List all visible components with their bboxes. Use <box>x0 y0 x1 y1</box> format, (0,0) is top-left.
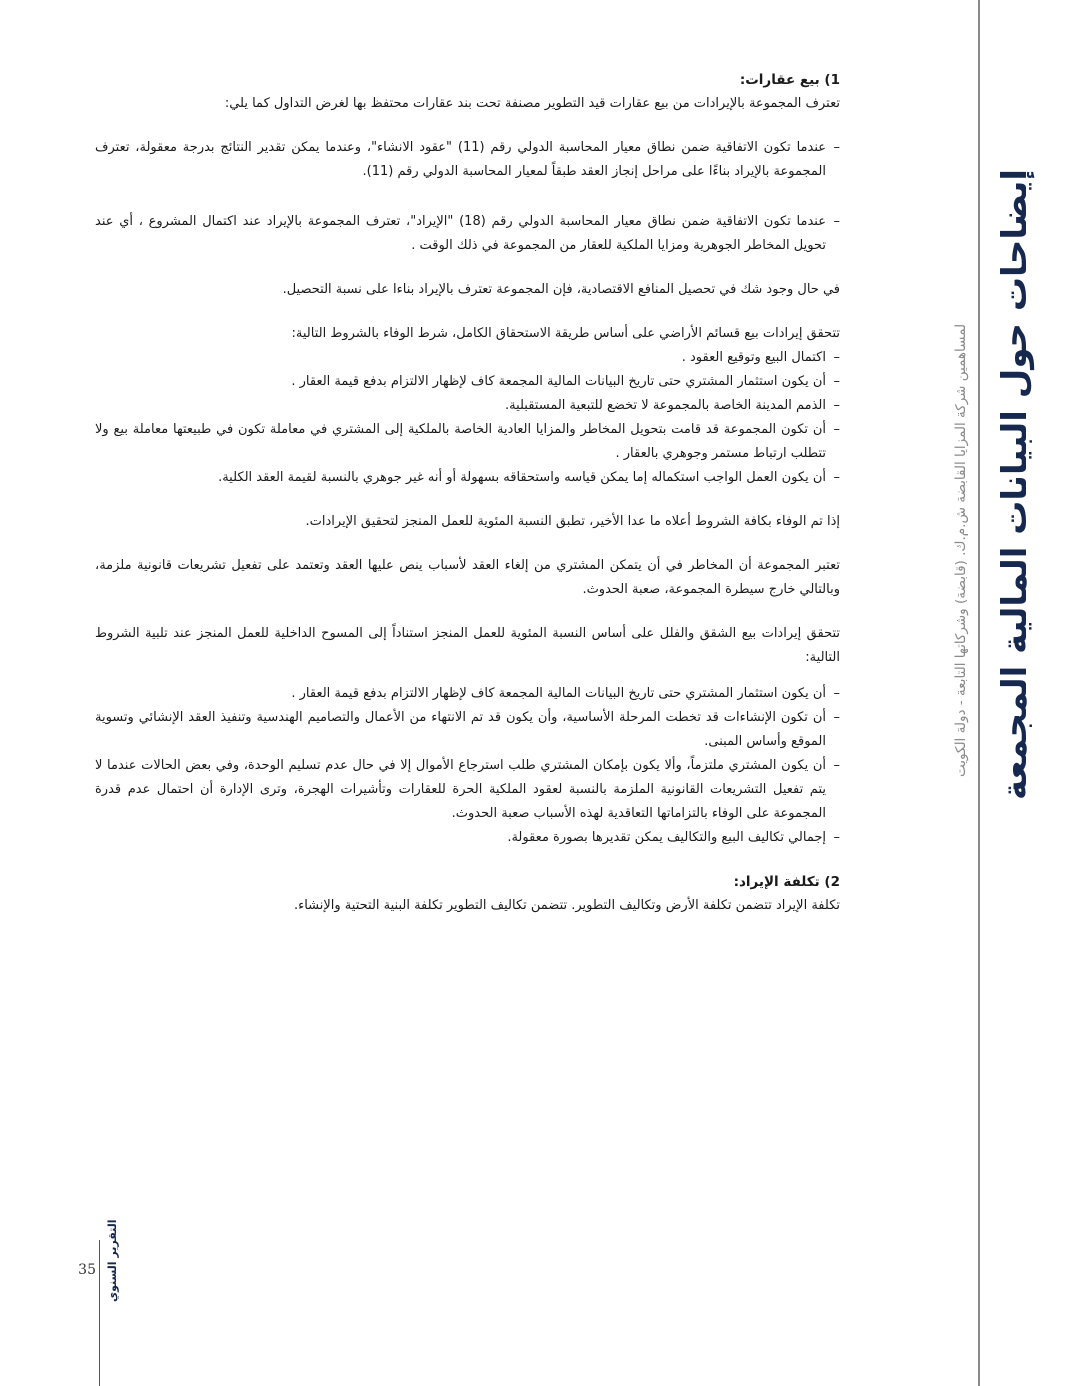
list-item: – أن يكون العمل الواجب استكماله إما يمكن قياسه واستحقاقه بسهولة أو أنه غير جوهري بالنسبة لقيمة العقد الكلية. <box>95 466 840 490</box>
annual-report-logo: التقرير السنوي <box>106 1219 119 1302</box>
dash-bullet: – <box>833 422 840 437</box>
list-item: – عندما تكون الاتفاقية ضمن نطاق معيار المحاسبة الدولي رقم (18) "الإيراد"، تعترف المجموعة بالإيراد عند اكتمال المشروع ، أي عند تحويل المخاطر الجوهرية ومزايا الملكية للعقار من المجموعة في ذلك الوقت . <box>95 210 840 258</box>
dash-bullet: – <box>833 350 840 365</box>
dash-bullet: – <box>833 374 840 389</box>
cancellation-risk-paragraph: تعتبر المجموعة أن المخاطر في أن يتمكن المشتري من إلغاء العقد لأسباب ينص عليها العقد وتعتمد على تفعيل تشريعات قانونية ملزمة، وبالتالي خارج سيطرة المجموعة، صعبة الحدوث. <box>95 558 840 597</box>
list-item: – أن تكون الإنشاءات قد تخطت المرحلة الأساسية، وأن يكون قد تم الانتهاء من الأعمال والتصاميم الهندسية وتنفيذ العقد الإنشائي وتسوية الموقع وأساس المبنى. <box>95 706 840 754</box>
dash-bullet: – <box>833 470 840 485</box>
list-item: – أن يكون المشتري ملتزماً، وألا يكون بإمكان المشتري طلب استرجاع الأموال إلا في حال عدم تسليم الوحدة، وفي بعض الحالات عندما لا يتم تفعيل التشريعات القانونية الملزمة بالنسبة لعقود الملكية الحرة للعقارات وتأشيرات الهجرة، وترى الإدارة أن احتمال عدم قدرة المجموعة على الوفاء بالتزاماتها التعاقدية لهذه الأسباب صعبة الحدوث. <box>95 754 840 826</box>
land-sales-intro: تتحقق إيرادات بيع قسائم الأراضي على أساس طريقة الاستحقاق الكامل، شرط الوفاء بالشروط التالية: <box>291 326 840 341</box>
list-item: – اكتمال البيع وتوقيع العقود . <box>95 346 840 370</box>
dash-bullet: – <box>833 140 840 155</box>
list-item: – أن يكون استثمار المشتري حتى تاريخ البيانات المالية المجمعة كاف لإظهار الالتزام بدفع قيمة العقار . <box>95 370 840 394</box>
dash-bullet: – <box>833 214 840 229</box>
dash-bullet: – <box>833 686 840 701</box>
dash-bullet: – <box>833 398 840 413</box>
sidebar-subtitle: لمساهمين شركة المزايا القابضة ش.م.ك. (قابضة) وشركاتها التابعة - دولة الكويت <box>953 323 969 777</box>
list-item: – إجمالي تكاليف البيع والتكاليف يمكن تقديرها بصورة معقولة. <box>95 826 840 850</box>
dash-bullet: – <box>833 758 840 773</box>
dash-bullet: – <box>833 710 840 725</box>
conditions-met-paragraph: إذا تم الوفاء بكافة الشروط أعلاه ما عدا الأخير، تطبق النسبة المئوية للعمل المنجز لتحقيق الإيرادات. <box>305 514 840 529</box>
section-heading-property-sales: 1) بيع عقارات: <box>739 72 840 88</box>
page-number: 35 <box>78 1262 96 1278</box>
sidebar-title: إيضاحات حول البيانات المالية المجمعة <box>995 168 1035 800</box>
list-item: – أن يكون استثمار المشتري حتى تاريخ البيانات المالية المجمعة كاف لإظهار الالتزام بدفع قيمة العقار . <box>95 682 840 706</box>
notes-content <box>95 68 840 918</box>
footer-divider <box>99 1240 100 1386</box>
sidebar-divider <box>978 0 980 1386</box>
collection-doubt-paragraph: في حال وجود شك في تحصيل المنافع الاقتصادية، فإن المجموعة تعترف بالإيراد بناءا على نسبة التحصيل. <box>282 282 840 297</box>
section-heading-cost-of-revenue: 2) تكلفة الإيراد: <box>733 874 840 890</box>
dash-bullet: – <box>833 830 840 845</box>
cost-of-revenue-text: تكلفة الإيراد تتضمن تكلفة الأرض وتكاليف التطوير. تتضمن تكاليف التطوير تكلفة البنية التحتية والإنشاء. <box>293 898 840 913</box>
apartments-sales-intro: تتحقق إيرادات بيع الشقق والفلل على أساس النسبة المئوية للعمل المنجز استناداً إلى المسوح الداخلية للعمل المنجز عند تلبية الشروط التالية: <box>95 626 840 665</box>
list-item: – أن تكون المجموعة قد قامت بتحويل المخاطر والمزايا العادية الخاصة بالملكية إلى المشتري في معاملة تكون في طبيعتها معاملة بيع ولا تتطلب ارتباط مستمر وجوهري بالعقار . <box>95 418 840 466</box>
list-item: – عندما تكون الاتفاقية ضمن نطاق معيار المحاسبة الدولي رقم (11) "عقود الانشاء"، وعندما يمكن تقدير النتائج بدرجة معقولة، تعترف المجموعة بالإيراد بناءًا على مراحل إنجاز العقد طبقاً لمعيار المحاسبة الدولي رقم (11). <box>95 136 840 184</box>
list-item: – الذمم المدينة الخاصة بالمجموعة لا تخضع للتبعية المستقبلية. <box>95 394 840 418</box>
property-sales-intro: تعترف المجموعة بالإيرادات من بيع عقارات قيد التطوير مصنفة تحت بند عقارات محتفظ بها لغرض التداول كما يلي: <box>224 96 840 111</box>
